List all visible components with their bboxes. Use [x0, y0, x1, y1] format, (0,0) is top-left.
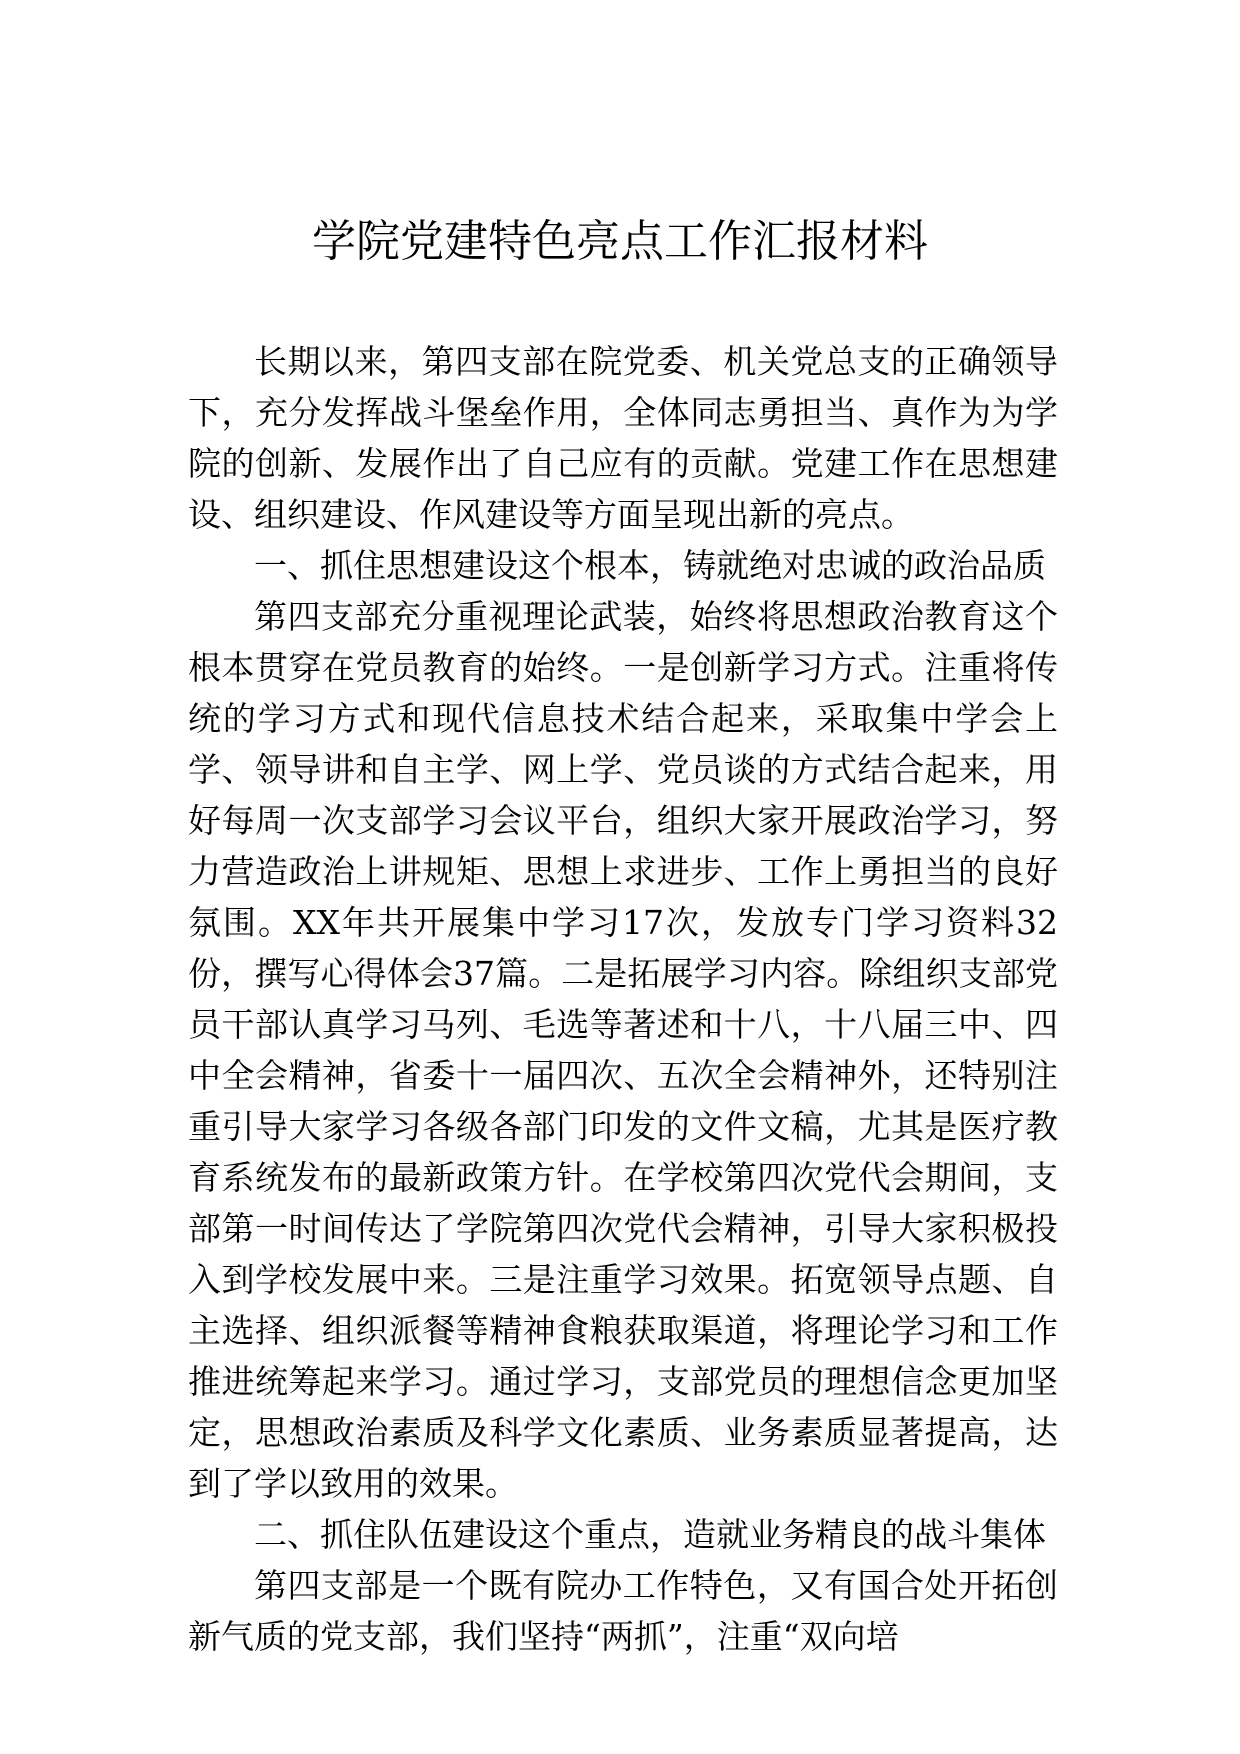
- intro-paragraph: 长期以来，第四支部在院党委、机关党总支的正确领导下，充分发挥战斗堡垒作用，全体同志勇担当、真作为为学院的创新、发展作出了自己应有的贡献。党建工作在思想建设、组织建设、作风建设等方面呈现出新的亮点。: [188, 342, 1058, 534]
- section-heading-2: 二、抓住队伍建设这个重点，造就业务精良的战斗集体: [254, 1515, 1046, 1554]
- section-1-paragraph: 第四支部充分重视理论武装，始终将思想政治教育这个根本贯穿在党员教育的始终。一是创新学习方式。注重将传统的学习方式和现代信息技术结合起来，采取集中学会上学、领导讲和自主学、网上学、党员谈的方式结合起来，用好每周一次支部学习会议平台，组织大家开展政治学习，努力营造政治上讲规矩、思想上求进步、工作上勇担当的良好氛围。XX年共开展集中学习17次，发放专门学习资料32份，撰写心得体会37篇。二是拓展学习内容。除组织支部党员干部认真学习马列、毛选等著述和十八，十八届三中、四中全会精神，省委十一届四次、五次全会精神外，还特别注重引导大家学习各级各部门印发的文件文稿，尤其是医疗教育系统发布的最新政策方针。在学校第四次党代会期间，支部第一时间传达了学院第四次党代会精神，引导大家积极投入到学校发展中来。三是注重学习效果。拓宽领导点题、自主选择、组织派餐等精神食粮获取渠道，将理论学习和工作推进统筹起来学习。通过学习，支部党员的理想信念更加坚定，思想政治素质及科学文化素质、业务素质显著提高，达到了学以致用的效果。: [188, 597, 1058, 1503]
- section-2-paragraph: 第四支部是一个既有院办工作特色，又有国合处开拓创新气质的党支部，我们坚持“两抓”，注重“双向培: [188, 1566, 1058, 1656]
- document-title: 学院党建特色亮点工作汇报材料: [312, 216, 928, 267]
- document-body: [188, 336, 1058, 1662]
- section-heading-1: 一、抓住思想建设这个根本，铸就绝对忠诚的政治品质: [254, 546, 1046, 585]
